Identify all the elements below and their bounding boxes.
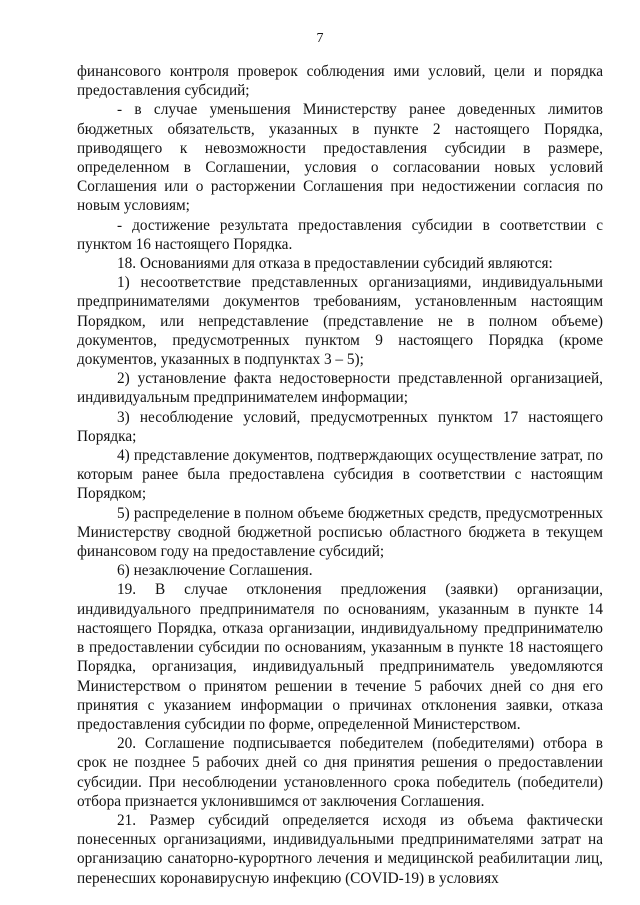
paragraph-clause-18: 18. Основаниями для отказа в предоставлении субсидий являются: xyxy=(117,255,553,273)
paragraph-subclause-1: 1) несоответствие представленных организациями, индивидуальными предпринимателями документов требованиям, установленным настоящим Порядком, или непредставление (представление не в полном объеме) документов, предусмотренных пунктом 9 настоящего Порядка (кроме документов, указанных в подпунктах 3 – 5); xyxy=(77,274,603,369)
paragraph-continuation: финансового контроля проверок соблюдения ими условий, цели и порядка предоставления субсидий; xyxy=(77,63,603,100)
paragraph-subclause-5: 5) распределение в полном объеме бюджетных средств, предусмотренных Министерству сводной бюджетной росписью областного бюджета в текущем финансовом году на предоставление субсидий; xyxy=(77,504,603,561)
paragraph-list-item: - в случае уменьшения Министерству ранее доведенных лимитов бюджетных обязательств, указанных в пункте 2 настоящего Порядка, приводящего к невозможности предоставления субсидии в размере, определенном в Соглашении, условия о согласовании новых условий Соглашения или о расторжении Соглашения при недостижении согласия по новым условиям; xyxy=(77,101,603,215)
paragraph-subclause-4: 4) представление документов, подтверждающих осуществление затрат, по которым ранее была предоставлена субсидия в соответствии с настоящим Порядком; xyxy=(77,447,603,503)
paragraph-clause-20: 20. Соглашение подписывается победителем (победителями) отбора в срок не позднее 5 рабочих дней со дня принятия решения о предоставлении субсидии. При несоблюдении установленного срока победитель (победители) отбора признается уклонившимся от заключения Соглашения. xyxy=(77,735,603,810)
paragraph-clause-21: 21. Размер субсидий определяется исходя из объема фактически понесенных организациями, индивидуальными предпринимателями затрат на организацию санаторно-курортного лечения и медицинской реабилитации лиц, перенесших коронавирусную инфекцию (COVID-19) в условиях xyxy=(77,811,603,887)
paragraph-subclause-2: 2) установление факта недостоверности представленной организацией, индивидуальным предпринимателем информации; xyxy=(77,370,603,407)
paragraph-subclause-3: 3) несоблюдение условий, предусмотренных пунктом 17 настоящего Порядка; xyxy=(77,408,603,445)
paragraph-subclause-6: 6) незаключение Соглашения. xyxy=(117,562,313,580)
page-number: 7 xyxy=(316,31,324,46)
paragraph-list-item: - достижение результата предоставления субсидии в соответствии с пунктом 16 настоящего Порядка. xyxy=(77,216,603,253)
paragraph-clause-19: 19. В случае отклонения предложения (заявки) организации, индивидуального предпринимателя по основаниям, указанным в пункте 14 настоящего Порядка, отказа организации, индивидуальному предпринимателю в предоставлении субсидии по основаниям, указанным в пункте 18 настоящего Порядка, организация, индивидуальный предприниматель уведомляются Министерством о принятом решении в течение 5 рабочих дней со дня его принятия с указанием информации о причинах отклонения заявки, отказа предоставления субсидии по форме, определенной Министерством. xyxy=(77,581,603,733)
document-body xyxy=(77,62,603,888)
